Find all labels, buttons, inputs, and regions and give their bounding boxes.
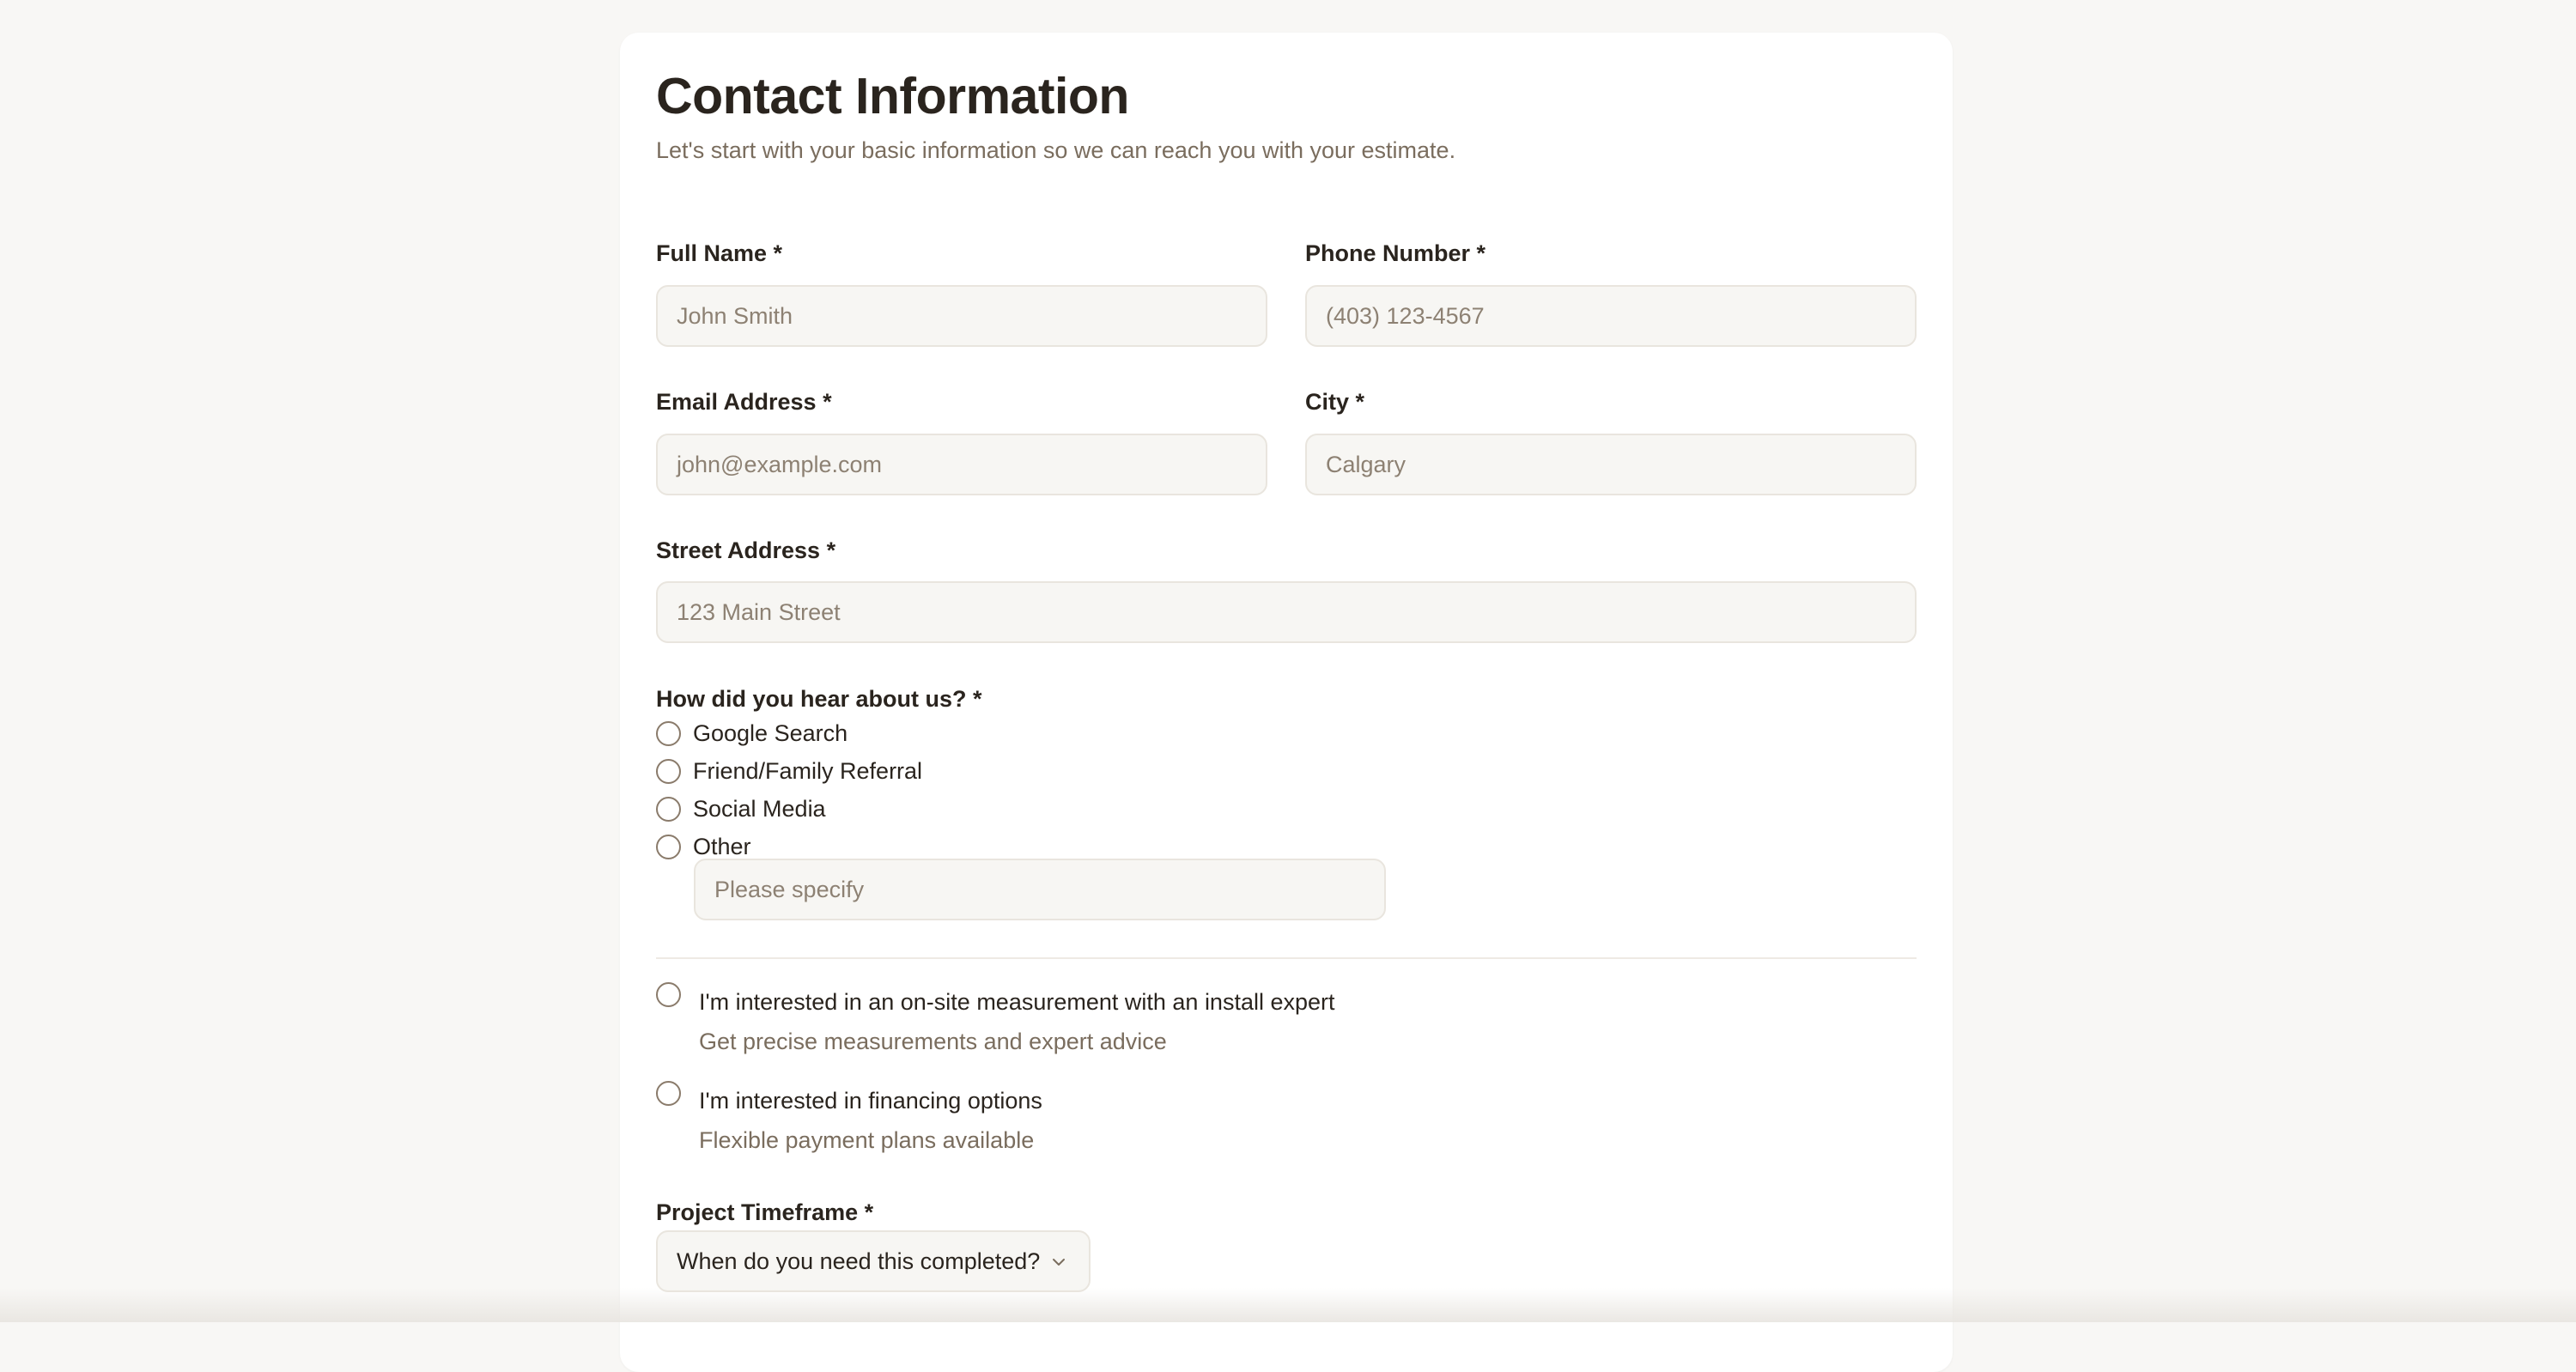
radio-button[interactable] <box>656 835 681 859</box>
phone-input[interactable] <box>1305 285 1917 347</box>
city-placeholder: Calgary <box>1326 451 1406 477</box>
timeframe-select[interactable] <box>656 1230 1091 1292</box>
timeframe-selected-value: When do you need this completed? <box>677 1248 1041 1274</box>
referral-other-placeholder: Please specify <box>714 876 865 902</box>
full-name-input[interactable] <box>656 285 1267 347</box>
referral-option-google[interactable] <box>656 716 922 750</box>
bottom-fade <box>0 1288 2576 1322</box>
financing-radio[interactable] <box>656 1081 681 1106</box>
city-input[interactable] <box>1305 434 1917 495</box>
contact-form-card <box>620 33 1953 1372</box>
radio-button[interactable] <box>656 797 681 822</box>
radio-label: Friend/Family Referral <box>693 757 923 784</box>
radio-label: Other <box>693 833 751 859</box>
referral-other-input[interactable] <box>694 859 1386 920</box>
street-placeholder: 123 Main Street <box>677 598 841 625</box>
measurement-radio[interactable] <box>656 982 681 1007</box>
full-name-placeholder: John Smith <box>677 302 793 329</box>
street-label: Street Address * <box>656 537 836 563</box>
referral-options <box>656 716 922 864</box>
radio-button[interactable] <box>656 721 681 746</box>
financing-option-title: I'm interested in financing options <box>699 1088 1042 1114</box>
email-input[interactable] <box>656 434 1267 495</box>
referral-option-social[interactable] <box>656 792 922 826</box>
timeframe-label: Project Timeframe * <box>656 1199 874 1225</box>
radio-button[interactable] <box>656 759 681 784</box>
email-placeholder: john@example.com <box>677 451 883 477</box>
street-input[interactable] <box>656 581 1917 643</box>
full-name-label: Full Name * <box>656 240 783 266</box>
chevron-down-icon <box>1051 1254 1066 1270</box>
measurement-option-subtitle: Get precise measurements and expert advice <box>699 1029 1167 1054</box>
page-subtitle: Let's start with your basic information so we can reach you with your estimate. <box>656 137 1456 163</box>
referral-option-referral[interactable] <box>656 754 922 788</box>
phone-label: Phone Number * <box>1305 240 1486 266</box>
radio-label: Social Media <box>693 795 826 822</box>
measurement-option-title: I'm interested in an on-site measurement with an install expert <box>699 989 1335 1015</box>
section-divider <box>656 957 1917 959</box>
city-label: City * <box>1305 389 1365 415</box>
phone-placeholder: (403) 123-4567 <box>1326 302 1485 329</box>
referral-label: How did you hear about us? * <box>656 686 982 712</box>
email-label: Email Address * <box>656 389 832 415</box>
page-title: Contact Information <box>656 68 1129 124</box>
radio-label: Google Search <box>693 719 848 746</box>
financing-option-subtitle: Flexible payment plans available <box>699 1127 1035 1153</box>
